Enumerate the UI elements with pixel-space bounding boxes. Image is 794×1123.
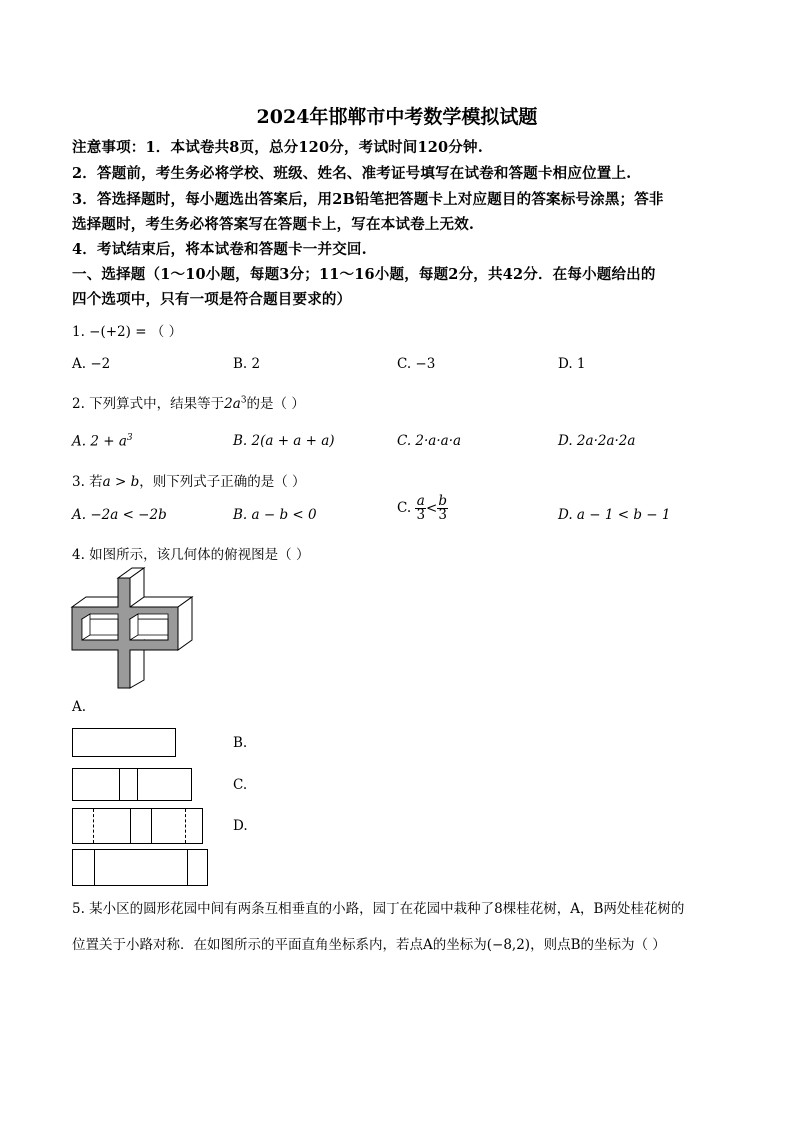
- question-2-stem: 2. 下列算式中，结果等于$2a^3$的是（ ）: [72, 395, 305, 412]
- question-3-stem: 3. 若a > b，则下列式子正确的是（ ）: [72, 474, 306, 490]
- q4-label-c: C.: [233, 777, 248, 793]
- q2-option-b: B. 2(a + a + a): [233, 433, 335, 449]
- question-5-line-1: 5. 某小区的圆形花园中间有两条互相垂直的小路，园丁在花园中栽种了8棵桂花树，A，B两处桂花树的: [72, 901, 685, 917]
- question-1-stem: 1. −(+2) = （ ）: [72, 324, 183, 340]
- fraction-a-over-3: $\frac{a}{3}$: [416, 493, 426, 523]
- notice-line-4: 选择题时，考生务必将答案写在答题卡上，写在本试卷上无效.: [72, 216, 475, 233]
- page-title: 2024年邯郸市中考数学模拟试题: [256, 106, 538, 128]
- notice-line-1: 注意事项：1．本试卷共8页，总分120分，考试时间120分钟.: [72, 139, 483, 156]
- q4-option-d-figure: [72, 849, 208, 886]
- q4-label-a: A.: [72, 699, 87, 715]
- q3-option-d: D. a − 1 < b − 1: [558, 507, 671, 523]
- notice-line-2: 2．答题前，考生务必将学校、班级、姓名、准考证号填写在试卷和答题卡相应位置上.: [72, 165, 632, 182]
- q1-option-c: C. −3: [397, 356, 436, 372]
- section-header-line-2: 四个选项中，只有一项是符合题目要求的）: [72, 291, 352, 308]
- q1-option-d: D. 1: [558, 356, 586, 372]
- q4-label-b: B.: [233, 735, 248, 751]
- solid-figure: [70, 566, 196, 692]
- q4-option-a-figure: [72, 728, 176, 757]
- q4-option-b-figure: [72, 768, 192, 801]
- question-5-line-2: 位置关于小路对称．在如图所示的平面直角坐标系内，若点A的坐标为(−8,2)，则点B的坐标为（ ）: [72, 937, 666, 953]
- q2-option-d: D. 2a·2a·2a: [558, 433, 636, 449]
- q2-option-c: C. 2·a·a·a: [397, 433, 462, 449]
- q1-option-a: A. −2: [72, 356, 111, 372]
- q2-option-a: A. $2 + a^3$: [72, 433, 133, 450]
- q4-label-d: D.: [233, 818, 248, 834]
- question-4-stem: 4. 如图所示，该几何体的俯视图是（ ）: [72, 547, 310, 563]
- section-header-line-1: 一、选择题（1～10小题，每题3分；11～16小题，每题2分，共42分．在每小题给出的: [72, 266, 656, 283]
- notice-line-5: 4．考试结束后，将本试卷和答题卡一并交回.: [72, 241, 367, 258]
- q1-option-b: B. 2: [233, 356, 261, 372]
- q4-option-c-figure: [72, 808, 203, 844]
- q3-option-a: A. −2a < −2b: [72, 507, 167, 523]
- q3-option-b: B. a − b < 0: [233, 507, 317, 523]
- q3-option-c: C. $\frac{a}{3}$ < $\frac{b}{3}$: [397, 493, 447, 523]
- notice-line-3: 3．答选择题时，每小题选出答案后，用2B铅笔把答题卡上对应题目的答案标号涂黑；答非: [72, 191, 664, 208]
- fraction-b-over-3: $\frac{b}{3}$: [438, 493, 447, 523]
